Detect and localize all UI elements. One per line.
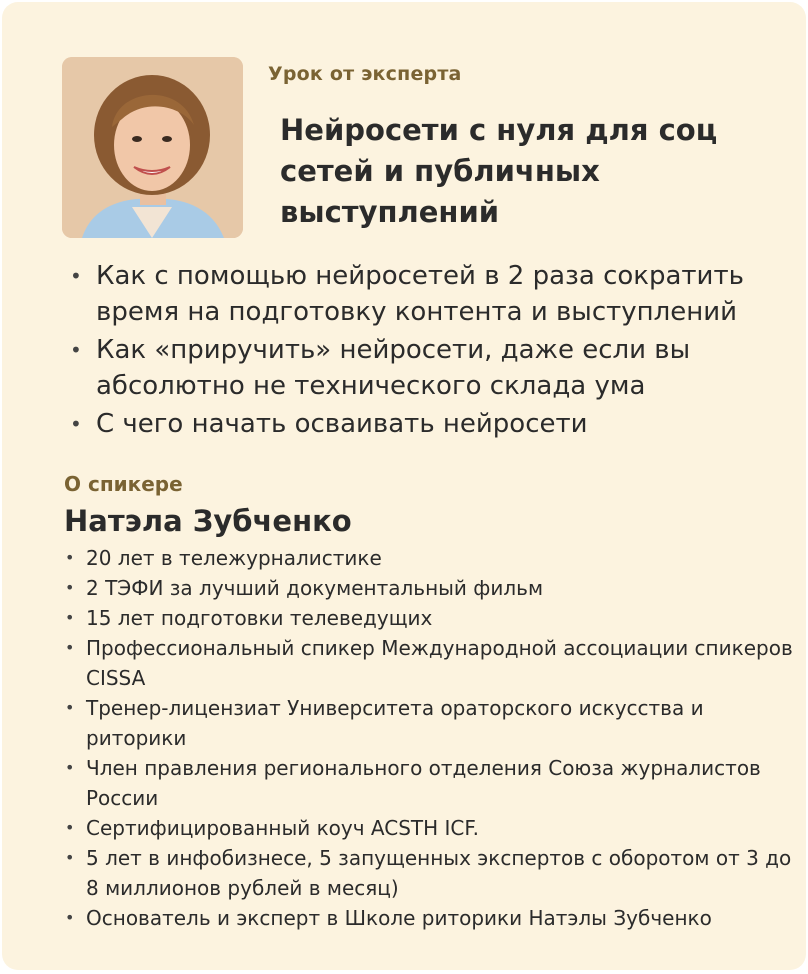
fact-item [64,813,794,843]
speaker-photo [62,57,243,238]
bullet-icon: • [65,848,75,867]
fact-text: Сертифицированный коуч ACSTH ICF. [86,816,480,840]
lesson-title: Нейросети с нуля для соц сетей и публичных выступлений [280,113,718,229]
fact-text: Тренер-лицензиат Университета ораторского искусства и риторики [86,696,704,750]
fact-item [64,693,794,753]
bullet-icon: • [65,608,75,627]
bullet-icon: • [65,548,75,567]
bullet-icon: • [65,698,75,717]
fact-text: 5 лет в инфобизнесе, 5 запущенных экспертов с оборотом от 3 до 8 миллионов рублей в месяц) [86,846,792,900]
speaker-facts-list [64,543,794,933]
speaker-portrait-image [62,57,243,238]
bullet-icon: • [65,818,75,837]
bullet-icon: • [65,638,75,657]
fact-text: Член правления регионального отделения Союза журналистов России [86,756,761,810]
topic-text: С чего начать осваивать нейросети [96,409,588,439]
about-speaker-label: О спикере [64,472,183,496]
fact-item [64,903,794,933]
bullet-icon: • [65,758,75,777]
topic-item [66,406,796,442]
fact-item [64,633,794,693]
fact-text: 15 лет подготовки телеведущих [86,606,433,630]
bullet-icon: • [70,338,82,362]
fact-text: Основатель и эксперт в Школе риторики Натэлы Зубченко [86,906,712,930]
lesson-card [2,2,806,970]
fact-text: 20 лет в тележурналистике [86,546,382,570]
fact-item [64,603,794,633]
topic-item [66,258,796,330]
bullet-icon: • [65,908,75,927]
fact-item [64,573,794,603]
topic-text: Как с помощью нейросетей в 2 раза сократить время на подготовку контента и выступлений [96,261,744,327]
fact-text: Профессиональный спикер Международной ассоциации спикеров CISSA [86,636,793,690]
lesson-eyebrow: Урок от эксперта [268,63,462,85]
bullet-icon: • [70,264,82,288]
fact-item [64,843,794,903]
topic-text: Как «приручить» нейросети, даже если вы абсолютно не технического склада ума [96,335,691,401]
speaker-name: Натэла Зубченко [64,504,352,538]
fact-item [64,753,794,813]
fact-item [64,543,794,573]
fact-text: 2 ТЭФИ за лучший документальный фильм [86,576,544,600]
lesson-topics-list [66,258,796,444]
bullet-icon: • [65,578,75,597]
topic-item [66,332,796,404]
bullet-icon: • [70,412,82,436]
